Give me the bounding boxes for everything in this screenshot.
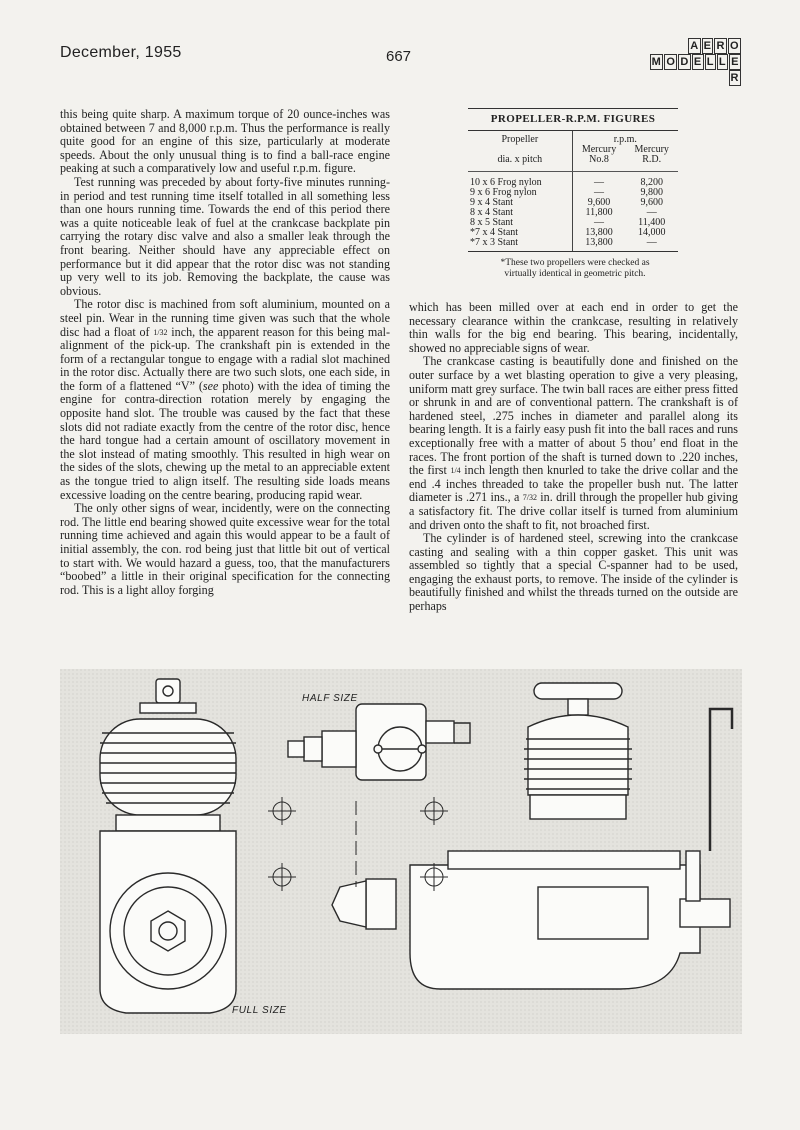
logo-letter: E [731,56,739,68]
engine-drawing-figure [60,669,742,1034]
logo-letter: R [716,40,725,52]
logo-letter: L [706,56,714,68]
table-cell: 11,400 [638,217,666,228]
footnote-line: virtually identical in geometric pitch. [504,268,646,279]
text-run: The rotor disc is machined from soft aluminium, mounted on a steel pin. Wear in the running time given was such that the whole disc had a float of [60,297,390,339]
article-right-column [409,301,738,614]
paragraph: which has been milled over at each end in order to get the necessary clearance within the crankcase, resulting in relatively thin walls for the big end bearing. This bearing, incidentally, showed no appreciable signs of wear. [409,300,738,355]
table-cell: 8 x 5 Stant [468,218,572,228]
header-rpm: r.p.m. [613,134,637,145]
table-cell: — [646,207,657,218]
label-full-size: FULL SIZE [232,1005,287,1016]
table-cell: 9 x 6 Frog nylon [468,188,572,198]
logo-letter: O [666,56,676,68]
paragraph [409,355,738,532]
paragraph: Test running was preceded by about forty-five minutes running-in period and test running time itself totalled in all something less than one hours running time. Towards the end of this period there was a quite noticeable leak of fuel at the crankcase backplate pin carrying the rotary disc valve and also a smaller leak through the front bearing. Neither should have any appreciable effect on performance but it did appear that the rotor disc was not standing up very well to its job. Removing the backplate, the cause was obvious. [60,174,390,298]
table-cell: 9 x 4 Stant [468,198,572,208]
article-left-column [60,108,390,597]
paragraph: The cylinder is of hardened steel, screwing into the crankcase casting and sealing with a thin copper gasket. This unit was assembled so tightly that a special C-spanner had to be used, engaging the exhaust ports, to remove. The inside of the cylinder is beautifully finished and whilst the threads turned on the outside are perhaps [409,531,738,614]
table-header-row [468,155,678,172]
text-run: in. drill through the propeller hub giving a satisfactory fit. The drive collar itself is turned from aluminium and driven onto the shaft to fit, not broached first. [409,490,738,532]
paragraph: this being quite sharp. A maximum torque of 20 ounce-inches was obtained between 7 and 8,000 r.p.m. Thus the performance is really quite good for an engine of this size, particularly at moderate speeds. About the only unusual thing is to find a ball-race engine peaking at such a comparatively low and useful r.p.m. figure. [60,107,390,176]
table-cell: 10 x 6 Frog nylon [468,172,572,189]
rpm-table [468,131,678,251]
table-cell: 8,200 [640,177,663,188]
table-cell: — [594,187,605,198]
table-cell: 13,800 [585,237,613,248]
table-cell: 11,800 [585,207,613,218]
text-run: photo) with the idea of timing the engine for contra-direction rotation merely by engaging the opposite hand slot. The trouble was caused by the fact that these slots did not radiate exactly from the centre of the rotor disc, hence the hard tongue had a certain amount of oscillatory movement in the slot instead of mating smoothly. This resulted in high wear on the sides of the slots, chewing up the metal to an appreciable extent as the tongue tried to align itself. The resulting side loads means excessive loading on the centre bearing, producing rapid wear. [60,378,390,502]
logo-line-modeller [645,54,741,86]
table-cell: *7 x 3 Stant [468,238,572,251]
header-mercury-rd: Mercury [634,144,669,155]
table-cell: 9,800 [640,187,663,198]
header-rd: R.D. [625,155,678,172]
italic-word: see [202,378,219,393]
table-row [468,172,678,189]
logo-letter: A [690,40,699,52]
propeller-rpm-table [468,108,678,252]
text-run: inch length then knurled to take the drive collar and the end .4 inches threaded to take the propeller bush nut. The latter diameter is .271 ins., a [409,463,738,505]
fraction: 7/32 [522,493,537,503]
label-half-size: HALF SIZE [302,693,358,704]
logo-letter: R [730,72,739,84]
table-cell: — [646,237,657,248]
table-cell: — [594,177,605,188]
table-row [468,238,678,251]
table-header-row [468,131,678,145]
header-mercury-no8: Mercury [581,144,617,155]
table-cell: *7 x 4 Stant [468,228,572,238]
text-run: The crankcase casting is beautifully done and finished on the outer surface by a wet blasting operation to give a very pleasing, uniform matt grey surface. The twin ball races are either press fitted or shrunk in and are of conventional pattern. The crankshaft is of hardened steel, .275 inches in diameter and parallel along its bearing length. It is a fairly easy push fit into the ball races and runs exceptionally free with a matter of about 5 thou’ end float in the races. The front portion of the shaft is turned down to .220 inches, the first [409,354,738,478]
table-title: PROPELLER-R.P.M. FIGURES [468,109,678,131]
page-number: 667 [386,48,412,65]
fraction: 1/4 [450,466,461,476]
issue-date: December, 1955 [60,44,182,61]
table-cell: 9,600 [587,197,611,208]
header-dia-pitch: dia. x pitch [468,155,572,172]
table-cell: 14,000 [637,227,666,238]
logo-letter: E [693,56,702,68]
table-cell: 13,800 [585,227,613,238]
magazine-logo [645,38,741,86]
header-propeller: Propeller [468,131,572,145]
logo-letter: E [703,40,712,52]
logo-letter: M [651,56,662,68]
text-run: inch, the apparent reason for this being mal-alignment of the pick-up. The crankshaft pin is extended in the form of a rectangular tongue to engage with a radial slot machined in the rotor disc. Actually there are two such slots, one each side, in the form of a flattened “V” ( [60,324,390,393]
table-cell: 8 x 4 Stant [468,208,572,218]
paragraph: The only other signs of wear, incidently, were on the connecting rod. The little end bearing showed quite excessive wear for the total running time achieved and again this would appear to be a fault of initial assembly, the con. rod being just that little bit out of vertical to start with. We would hazard a guess, too, that the manufacturers “boobed” a little in their original specification for the connecting rod. This is a light alloy forging [60,501,390,597]
engine-drawing [60,669,742,1034]
paragraph [60,298,390,502]
logo-letter: O [729,40,739,52]
logo-letter: D [680,56,689,68]
footnote-line: *These two propellers were checked as [500,258,650,268]
table-cell: — [594,217,605,228]
header-no8: No.8 [572,155,625,172]
table-cell: 9,600 [640,197,663,208]
logo-line-aero [645,38,741,54]
fraction: 1/32 [153,327,168,337]
logo-letter: L [718,56,727,68]
table-footnote [472,258,678,279]
